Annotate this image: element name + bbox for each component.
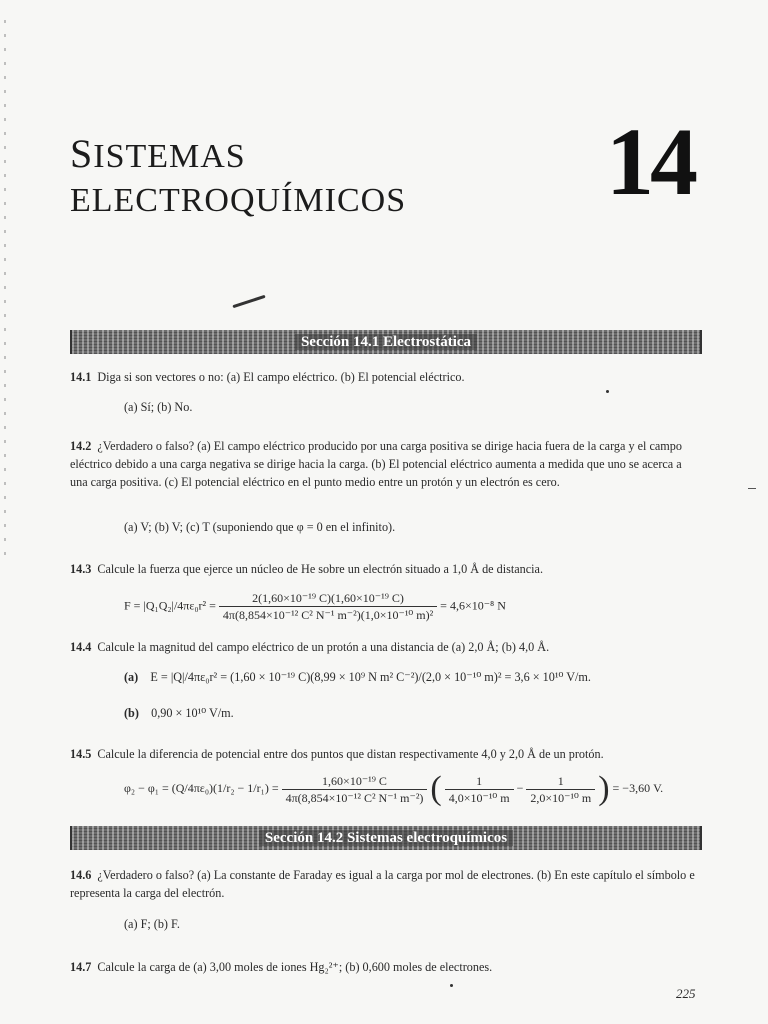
close-paren: ) — [598, 770, 610, 807]
section-header-electrostatics — [70, 330, 702, 354]
problem-number: 14.1 — [70, 370, 92, 384]
problem-14-4 — [70, 638, 700, 656]
problem-text: Calcule la magnitud del campo eléctrico de un protón a una distancia de (a) 2,0 Å; (b) 4,0 Å. — [97, 640, 550, 654]
answer-label: (a) — [124, 670, 139, 684]
problem-14-5 — [70, 745, 700, 763]
page-number: 225 — [676, 986, 696, 1001]
formula-lhs: F = |Q₁Q₂|/4πε₀r² = — [124, 598, 216, 613]
problem-number: 14.4 — [70, 640, 92, 654]
formula-lhs: φ₂ − φ₁ = (Q/4πε₀)(1/r₂ − 1/r₁) = — [124, 780, 279, 795]
formula-result: = 4,6×10⁻⁸ N — [440, 598, 506, 613]
answer-14-2: (a) V; (b) V; (c) T (suponiendo que φ = 0 en el infinito). — [124, 520, 396, 534]
answer-14-4a — [124, 668, 591, 686]
answer-14-4b — [124, 704, 234, 722]
section-label: Sección 14.1 Electrostática — [295, 334, 477, 350]
problem-number: 14.3 — [70, 562, 92, 576]
minus-sign: − — [516, 780, 524, 795]
pen-mark — [232, 295, 265, 308]
problem-text: Diga si son vectores o no: (a) El campo eléctrico. (b) El potencial eléctrico. — [97, 370, 465, 384]
answer-14-1: (a) Sí; (b) No. — [124, 400, 193, 414]
formula-fraction-1 — [282, 773, 428, 806]
problem-number: 14.2 — [70, 439, 92, 453]
problem-14-2 — [70, 437, 700, 491]
problem-number: 14.7 — [70, 960, 92, 974]
formula-14-5 — [124, 772, 663, 806]
problem-text: Calcule la carga de (a) 3,00 moles de iones Hg₂²⁺; (b) 0,600 moles de electrones. — [97, 960, 493, 974]
problem-text: Calcule la diferencia de potencial entre dos puntos que distan respectivamente 4,0 y 2,0 Å de un protón. — [97, 747, 604, 761]
denominator: 2,0×10⁻¹⁰ m — [530, 790, 592, 805]
margin-tick — [748, 488, 756, 489]
problem-text: ¿Verdadero o falso? (a) El campo eléctrico producido por una carga positiva se dirige hacia fuera de la carga y el campo eléctrico debido a una carga negativa se dirige hacia la carga. (b) El potencial eléctrico aumenta a medida que uno se acerca a una carga positiva. (c) El potencial eléctrico en el punto medio entre un protón y un electrón es cero. — [70, 439, 682, 489]
scan-speck — [606, 390, 609, 393]
problem-14-1 — [70, 368, 700, 386]
open-paren: ( — [430, 770, 442, 807]
chapter-title — [70, 132, 406, 223]
chapter-number: 14 — [606, 108, 694, 215]
numerator: 2(1,60×10⁻¹⁹ C)(1,60×10⁻¹⁹ C) — [219, 590, 437, 607]
formula-fraction-3 — [526, 773, 595, 806]
answer-14-6: (a) F; (b) F. — [124, 917, 180, 931]
title-line1: ISTEMAS — [93, 138, 246, 175]
answer-text: 0,90 × 10¹⁰ V/m. — [151, 706, 234, 720]
problem-text: Calcule la fuerza que ejerce un núcleo de He sobre un electrón situado a 1,0 Å de distancia. — [97, 562, 543, 576]
denominator: 4,0×10⁻¹⁰ m — [448, 790, 510, 805]
denominator: 4π(8,854×10⁻¹² C² N⁻¹ m⁻²)(1,0×10⁻¹⁰ m)² — [222, 608, 434, 622]
formula-fraction — [219, 590, 437, 623]
title-line2: ELECTROQUÍMICOS — [70, 182, 407, 219]
numerator: 1 — [445, 773, 514, 790]
answer-text: E = |Q|/4πε₀r² = (1,60 × 10⁻¹⁹ C)(8,99 × 10⁹ N m² C⁻²)/(2,0 × 10⁻¹⁰ m)² = 3,6 × 10¹⁰ V/m. — [150, 670, 591, 684]
numerator: 1,60×10⁻¹⁹ C — [282, 773, 428, 790]
problem-14-6 — [70, 866, 700, 902]
title-initial-cap: S — [70, 131, 94, 176]
problem-14-7 — [70, 958, 700, 976]
formula-result: = −3,60 V. — [612, 780, 664, 795]
scan-speck — [450, 984, 453, 987]
problem-number: 14.5 — [70, 747, 92, 761]
answer-label: (b) — [124, 706, 139, 720]
formula-14-3 — [124, 590, 506, 623]
section-header-electrochemical-systems — [70, 826, 702, 850]
problem-14-3 — [70, 560, 700, 578]
numerator: 1 — [526, 773, 595, 790]
formula-fraction-2 — [445, 773, 514, 806]
problem-text: ¿Verdadero o falso? (a) La constante de Faraday es igual a la carga por mol de electrones. (b) En este capítulo el símbolo e representa la carga del electrón. — [70, 868, 695, 900]
section-label: Sección 14.2 Sistemas electroquímicos — [259, 830, 513, 846]
scan-edge-marks — [4, 20, 6, 560]
problem-number: 14.6 — [70, 868, 92, 882]
denominator: 4π(8,854×10⁻¹² C² N⁻¹ m⁻²) — [285, 790, 424, 805]
